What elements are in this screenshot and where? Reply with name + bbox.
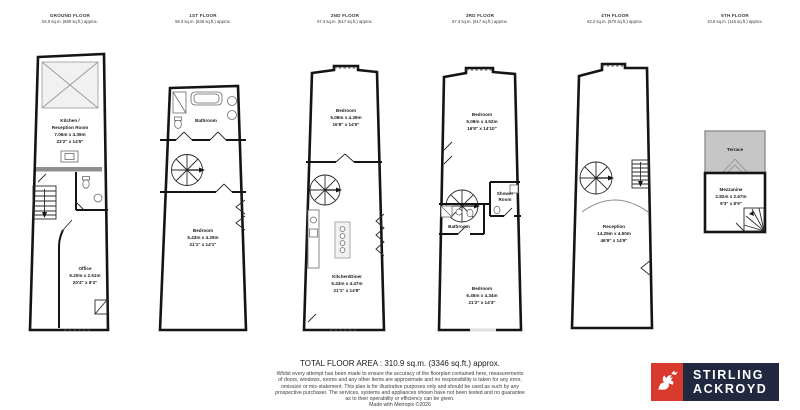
- floor-header-ground: [28, 13, 112, 24]
- total-floor-area: TOTAL FLOOR AREA : 310.9 sq.m. (3346 sq.ft.) approx.: [300, 359, 500, 368]
- floor-header-2nd: [298, 13, 392, 24]
- room-dim-metric: 6.43m x 4.29m: [187, 235, 219, 240]
- room-label: Reception: [602, 224, 626, 229]
- room-dim-metric: 7.06m x 4.39m: [54, 132, 86, 137]
- floorplan-1st: [158, 84, 248, 332]
- room-label: Office: [78, 266, 92, 271]
- room-dim-imperial: 21'1" x 14'8": [333, 288, 361, 293]
- bathtub-icon: [191, 92, 222, 105]
- room-dim-metric: 5.08m x 4.39m: [330, 115, 362, 120]
- room-label: Reception Room: [51, 125, 89, 130]
- room-label: Shower: [496, 191, 514, 196]
- shower-icon: [441, 206, 452, 217]
- stirling-ackroyd-logo: [651, 363, 779, 401]
- room-dim-metric: 6.20m x 2.51m: [69, 273, 101, 278]
- sink-icon: [94, 194, 102, 202]
- sink-icon: [228, 97, 237, 106]
- floor-header-5th: [702, 13, 768, 24]
- disclaimer-line: as to their operability or efficiency can be given.: [345, 396, 455, 403]
- room-dim-metric: 14.25m x 4.50m: [597, 231, 631, 236]
- toilet-icon: [83, 180, 89, 188]
- floor-name: 5TH FLOOR: [721, 13, 749, 18]
- sink-icon: [228, 111, 237, 120]
- floor-area: 59.3 sq.m. (638 sq.ft.) approx.: [175, 19, 231, 24]
- island-hob-icon: [335, 222, 350, 258]
- floor-name: GROUND FLOOR: [49, 13, 91, 18]
- room-label: Kitchen/Diner: [332, 274, 362, 279]
- room-label: Bathroom: [448, 224, 470, 229]
- terrace-area: [705, 131, 765, 173]
- room-label: Bedroom: [471, 286, 493, 291]
- metropix-credit: Made with Metropix ©2026: [369, 402, 431, 409]
- room-label: Room: [498, 197, 512, 202]
- disclaimer-line: Whilst every attempt has been made to ensure the accuracy of the floorplan contained here, measurements: [276, 371, 524, 377]
- brand-name-line1: STIRLING: [693, 368, 765, 382]
- disclaimer-line: of doors, windows, rooms and any other items are approximate and no responsibility is taken for any error,: [278, 377, 522, 384]
- disclaimer-line: omission or mis-statement. This plan is for illustrative purposes only and should be used as such by any: [280, 383, 520, 390]
- floor-header-4th: [568, 13, 662, 24]
- room-dim-imperial: 23'2" x 14'5": [56, 139, 84, 144]
- room-dim-metric: 6.43m x 4.47m: [331, 281, 363, 286]
- appliance-icon: [61, 151, 78, 162]
- floor-name: 4TH FLOOR: [601, 13, 629, 18]
- room-dim-imperial: 20'4" x 8'3": [72, 280, 98, 285]
- floor-name: 2ND FLOOR: [330, 13, 360, 18]
- room-label: Kitchen /: [60, 118, 80, 123]
- brand-name-line2: ACKROYD: [693, 382, 768, 396]
- floor-area: 62.2 sq.m. (670 sq.ft.) approx.: [587, 19, 643, 24]
- room-label: Bedroom: [192, 228, 214, 233]
- floorplan-5th: [702, 128, 768, 234]
- floor-area: 57.3 sq.m. (617 sq.ft.) approx.: [452, 19, 508, 24]
- room-label: Terrace: [726, 147, 744, 152]
- room-label: Bedroom: [335, 108, 357, 113]
- room-dim-imperial: 16'8" x 14'10": [467, 126, 497, 131]
- floorplan-2nd: [298, 64, 392, 332]
- griffin-icon: [654, 369, 680, 395]
- sink-icon: [311, 217, 317, 223]
- shower-icon: [173, 92, 186, 113]
- room-label: Bedroom: [471, 112, 493, 117]
- logo-navy-box: [683, 363, 779, 401]
- floor-area: 10.8 sq.m. (116 sq.ft.) approx.: [707, 19, 763, 24]
- room-dim-imperial: 16'8" x 14'5": [332, 122, 360, 127]
- floorplan-ground: [28, 52, 112, 334]
- floor-header-1st: [158, 13, 248, 24]
- disclaimer-line: prospective purchaser. The services, systems and appliances shown have not been tested and no guarantee: [275, 389, 525, 396]
- room-dim-imperial: 46'9" x 14'9": [600, 238, 628, 243]
- toilet-icon: [467, 209, 473, 217]
- room-dim-metric: 6.45m x 4.34m: [466, 293, 498, 298]
- toilet-icon: [175, 117, 182, 128]
- floorplan-4th: [568, 60, 662, 332]
- kitchen-counter-icon: [308, 210, 319, 268]
- room-dim-imperial: 21'1" x 14'1": [189, 242, 217, 247]
- sink-icon: [456, 209, 462, 215]
- floor-name: 1ST FLOOR: [189, 13, 217, 18]
- floorplan-3rd: [432, 64, 528, 332]
- skylight-icon: [42, 62, 98, 108]
- room-label: Bathroom: [195, 118, 217, 123]
- room-dim-imperial: 9'3" x 8'9": [720, 201, 742, 206]
- room-dim-imperial: 21'2" x 14'3": [468, 300, 496, 305]
- floor-name: 3RD FLOOR: [465, 13, 495, 18]
- room-dim-metric: 2.82m x 2.67m: [715, 194, 747, 199]
- floor-header-3rd: [432, 13, 528, 24]
- toilet-icon: [494, 206, 500, 214]
- floor-area: 64.0 sq.m. (689 sq.ft.) approx.: [42, 19, 98, 24]
- room-dim-metric: 5.08m x 4.52m: [466, 119, 498, 124]
- logo-red-box: [651, 363, 683, 401]
- divider-wall: [36, 167, 102, 172]
- room-label: Mezzanine: [719, 187, 743, 192]
- floor-area: 57.3 sq.m. (617 sq.ft.) approx.: [317, 19, 373, 24]
